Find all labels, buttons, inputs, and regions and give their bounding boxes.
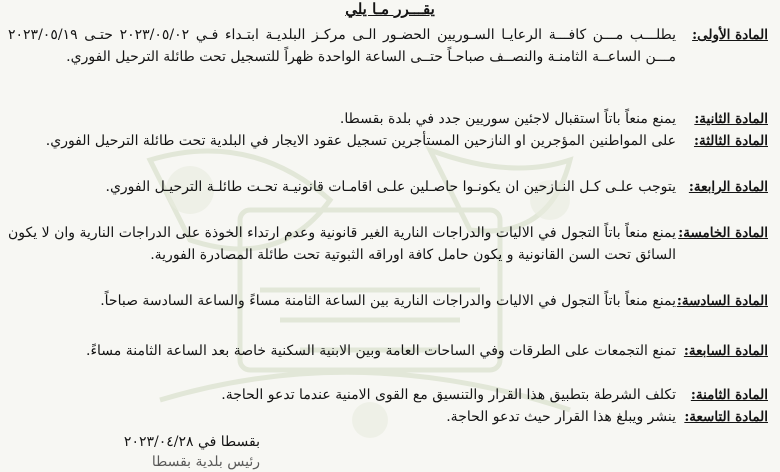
article-text: يمنع منعاً باتاً التجول في الاليات والدراجات النارية بين الساعة الثامنة مساءً والساعة السادسة صباحاً. xyxy=(100,293,676,309)
article-text: تكلف الشرطة بتطبيق هذا القرار والتنسيق مع القوى الامنية عندما تدعو الحاجة. xyxy=(221,387,676,403)
signature-title: رئيس بلدية بقسطا xyxy=(151,454,260,470)
article-text: تمنع التجمعات على الطرقات وفي الساحات العامة وبين الابنية السكنية خاصة بعد الساعة الثامنة مساءً. xyxy=(86,343,676,359)
article-9 xyxy=(8,406,768,428)
article-label: المادة التاسعة: xyxy=(684,409,768,425)
article-text: يمنع منعاً باتاً التجول في الاليات والدراجات النارية الغير قانونية وعدم ارتداء الخوذة على الدراجات النارية وان لا يكون السائق تحت السن القانونية و يكون حامل كافة اوراقه الثبوتية تحت طائلة المصادرة الفورية. xyxy=(8,225,676,263)
article-4 xyxy=(8,176,768,198)
article-7 xyxy=(8,340,768,362)
decision-header: يقـــرر مـا يلي xyxy=(345,0,435,18)
article-text: يتوجب علـى كـل النـازحين ان يكونـوا حاصـلين علـى اقامـات قانونيـة تحـت طائلـة الترحيـل الفوري. xyxy=(105,179,676,195)
article-5 xyxy=(8,222,768,266)
article-label: المادة الثانية: xyxy=(694,111,768,127)
article-2 xyxy=(8,108,768,130)
article-label: المادة الأولى: xyxy=(692,27,768,43)
article-label: المادة الثالثة: xyxy=(693,133,768,149)
signature-place-date: بقسطا في ٢٠٢٣/٠٤/٢٨ xyxy=(123,434,260,450)
article-label: المادة الرابعة: xyxy=(688,179,768,195)
article-1 xyxy=(8,24,768,68)
article-6 xyxy=(8,290,768,312)
article-label: المادة الخامسة: xyxy=(678,225,768,241)
article-label: المادة السابعة: xyxy=(683,343,768,359)
article-3 xyxy=(8,130,768,152)
article-text: يطلـــب مـــن كافـــة الرعايـا السـوريين الحضـور الـى مركـز البلديـة ابتـداء فـي ٢٠٢٣/٠٥/٠٢ حتـى ٢٠٢٣/٠٥/١٩ مـــن الساعــة الثامنـة والنصــف صباحـاً حتــى الساعة الواحدة ظهراً للتسجيل تحت طائلة الترحيل الفوري. xyxy=(8,27,676,65)
article-label: المادة السادسة: xyxy=(676,293,768,309)
article-text: يمنع منعاً باتاً استقبال لاجئين سوريين جدد في بلدة بقسطا. xyxy=(339,111,676,127)
signature-block xyxy=(30,432,260,472)
article-text: على المواطنين المؤجرين او النازحين المستأجرين تسجيل عقود الايجار في البلدية تحت طائلة الترحيل الفوري. xyxy=(45,133,676,149)
article-label: المادة الثامنة: xyxy=(690,387,768,403)
article-text: ينشر ويبلغ هذا القرار حيث تدعو الحاجة. xyxy=(446,409,676,425)
article-8 xyxy=(8,384,768,406)
